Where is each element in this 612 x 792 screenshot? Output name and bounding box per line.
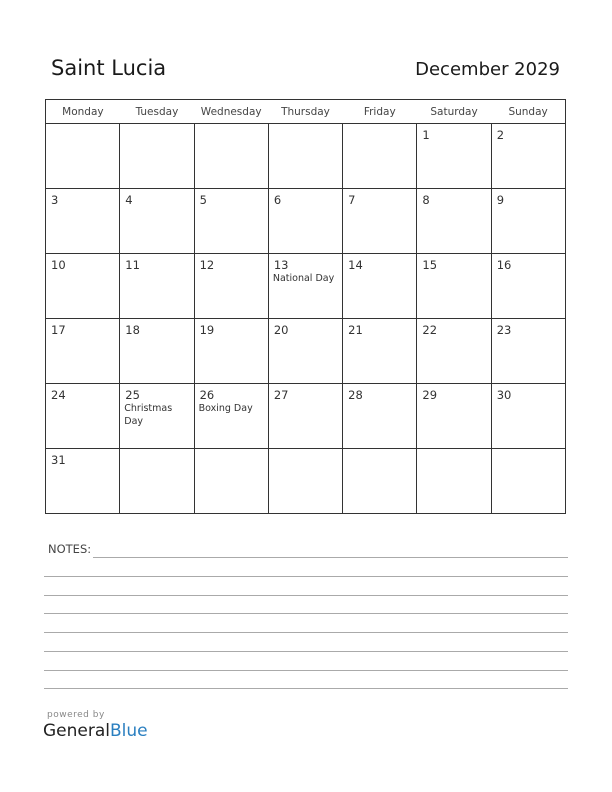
day-cell[interactable] [120,254,194,319]
notes-label: NOTES: [48,542,92,556]
day-cell[interactable] [491,254,565,319]
day-cell[interactable] [120,189,194,254]
brand-general: General [43,721,110,741]
day-number: 28 [348,388,363,402]
month-year-title: December 2029 [415,59,560,80]
day-number: 4 [125,193,133,207]
notes-line [93,557,568,558]
day-cell[interactable] [417,319,491,384]
day-cell[interactable] [46,319,120,384]
day-cell[interactable] [417,384,491,449]
day-cell[interactable] [194,254,268,319]
day-cell[interactable] [343,124,417,189]
day-number: 8 [422,193,430,207]
day-cell[interactable] [491,449,565,514]
day-number: 10 [51,258,66,272]
day-number: 6 [273,193,282,207]
holiday-label: Boxing Day [198,403,253,414]
day-number: 16 [496,258,512,272]
day-cell[interactable] [46,254,120,319]
day-number: 20 [273,323,289,337]
weekday-header: Tuesday [120,100,194,124]
day-cell[interactable] [343,449,417,514]
day-number: 3 [51,193,59,207]
calendar-grid [45,99,566,514]
day-cell[interactable] [491,189,565,254]
weekday-header: Saturday [417,100,491,124]
day-cell[interactable] [194,449,268,514]
day-cell[interactable] [194,319,268,384]
day-cell[interactable] [417,124,491,189]
day-number: 12 [199,258,215,272]
day-cell[interactable] [343,189,417,254]
day-number: 9 [496,193,505,207]
day-cell[interactable] [417,449,491,514]
brand-blue: Blue [110,721,148,741]
weekday-header: Sunday [491,100,565,124]
day-cell[interactable] [491,384,565,449]
day-number: 14 [348,258,363,272]
day-cell[interactable] [268,124,342,189]
holiday-label: National Day [272,273,335,284]
day-number: 21 [348,323,363,337]
day-cell[interactable] [194,384,268,449]
weekday-header: Monday [46,100,120,124]
week-row [46,189,566,254]
day-number: 1 [422,128,430,142]
week-row [46,124,566,189]
day-cell[interactable] [268,449,342,514]
day-cell[interactable] [120,384,194,449]
notes-line [44,688,568,689]
day-cell[interactable] [491,124,565,189]
week-row [46,449,566,514]
weekday-header: Thursday [268,100,342,124]
day-cell[interactable] [46,124,120,189]
day-cell[interactable] [120,449,194,514]
weekday-header: Wednesday [194,100,268,124]
day-number: 11 [125,258,140,272]
day-number: 24 [51,388,66,402]
day-cell[interactable] [46,189,120,254]
day-cell[interactable] [194,189,268,254]
day-cell[interactable] [268,384,342,449]
day-number: 23 [496,323,512,337]
day-cell[interactable] [120,124,194,189]
day-cell[interactable] [417,254,491,319]
week-row [46,254,566,319]
day-number: 29 [422,388,438,402]
notes-line [44,632,568,633]
powered-by-text: powered by [47,710,105,720]
day-cell[interactable] [268,254,342,319]
notes-line [44,613,568,614]
day-number: 7 [348,193,356,207]
day-number: 19 [199,323,215,337]
day-cell[interactable] [417,189,491,254]
country-title: Saint Lucia [51,56,167,80]
day-cell[interactable] [343,384,417,449]
day-number: 31 [51,453,66,467]
notes-line [44,595,568,596]
notes-line [44,576,568,577]
day-cell[interactable] [268,189,342,254]
weekday-header: Friday [343,100,417,124]
day-cell[interactable] [491,319,565,384]
weekday-header-row [46,100,566,124]
day-number: 25 [125,388,140,402]
day-number: 26 [199,388,215,402]
notes-line [44,651,568,652]
day-cell[interactable] [343,319,417,384]
day-cell[interactable] [46,384,120,449]
day-cell[interactable] [194,124,268,189]
day-number: 18 [125,323,140,337]
notes-line [44,670,568,671]
day-number: 27 [273,388,289,402]
day-number: 17 [51,323,66,337]
holiday-label: Christmas Day [124,403,173,427]
generalblue-logo[interactable] [43,721,148,741]
day-number: 22 [422,323,438,337]
day-cell[interactable] [120,319,194,384]
week-row [46,319,566,384]
day-number: 15 [422,258,438,272]
day-number: 2 [496,128,505,142]
day-cell[interactable] [268,319,342,384]
day-cell[interactable] [343,254,417,319]
day-number: 30 [496,388,512,402]
day-number: 5 [199,193,207,207]
day-number: 13 [273,258,289,272]
day-cell[interactable] [46,449,120,514]
week-row [46,384,566,449]
